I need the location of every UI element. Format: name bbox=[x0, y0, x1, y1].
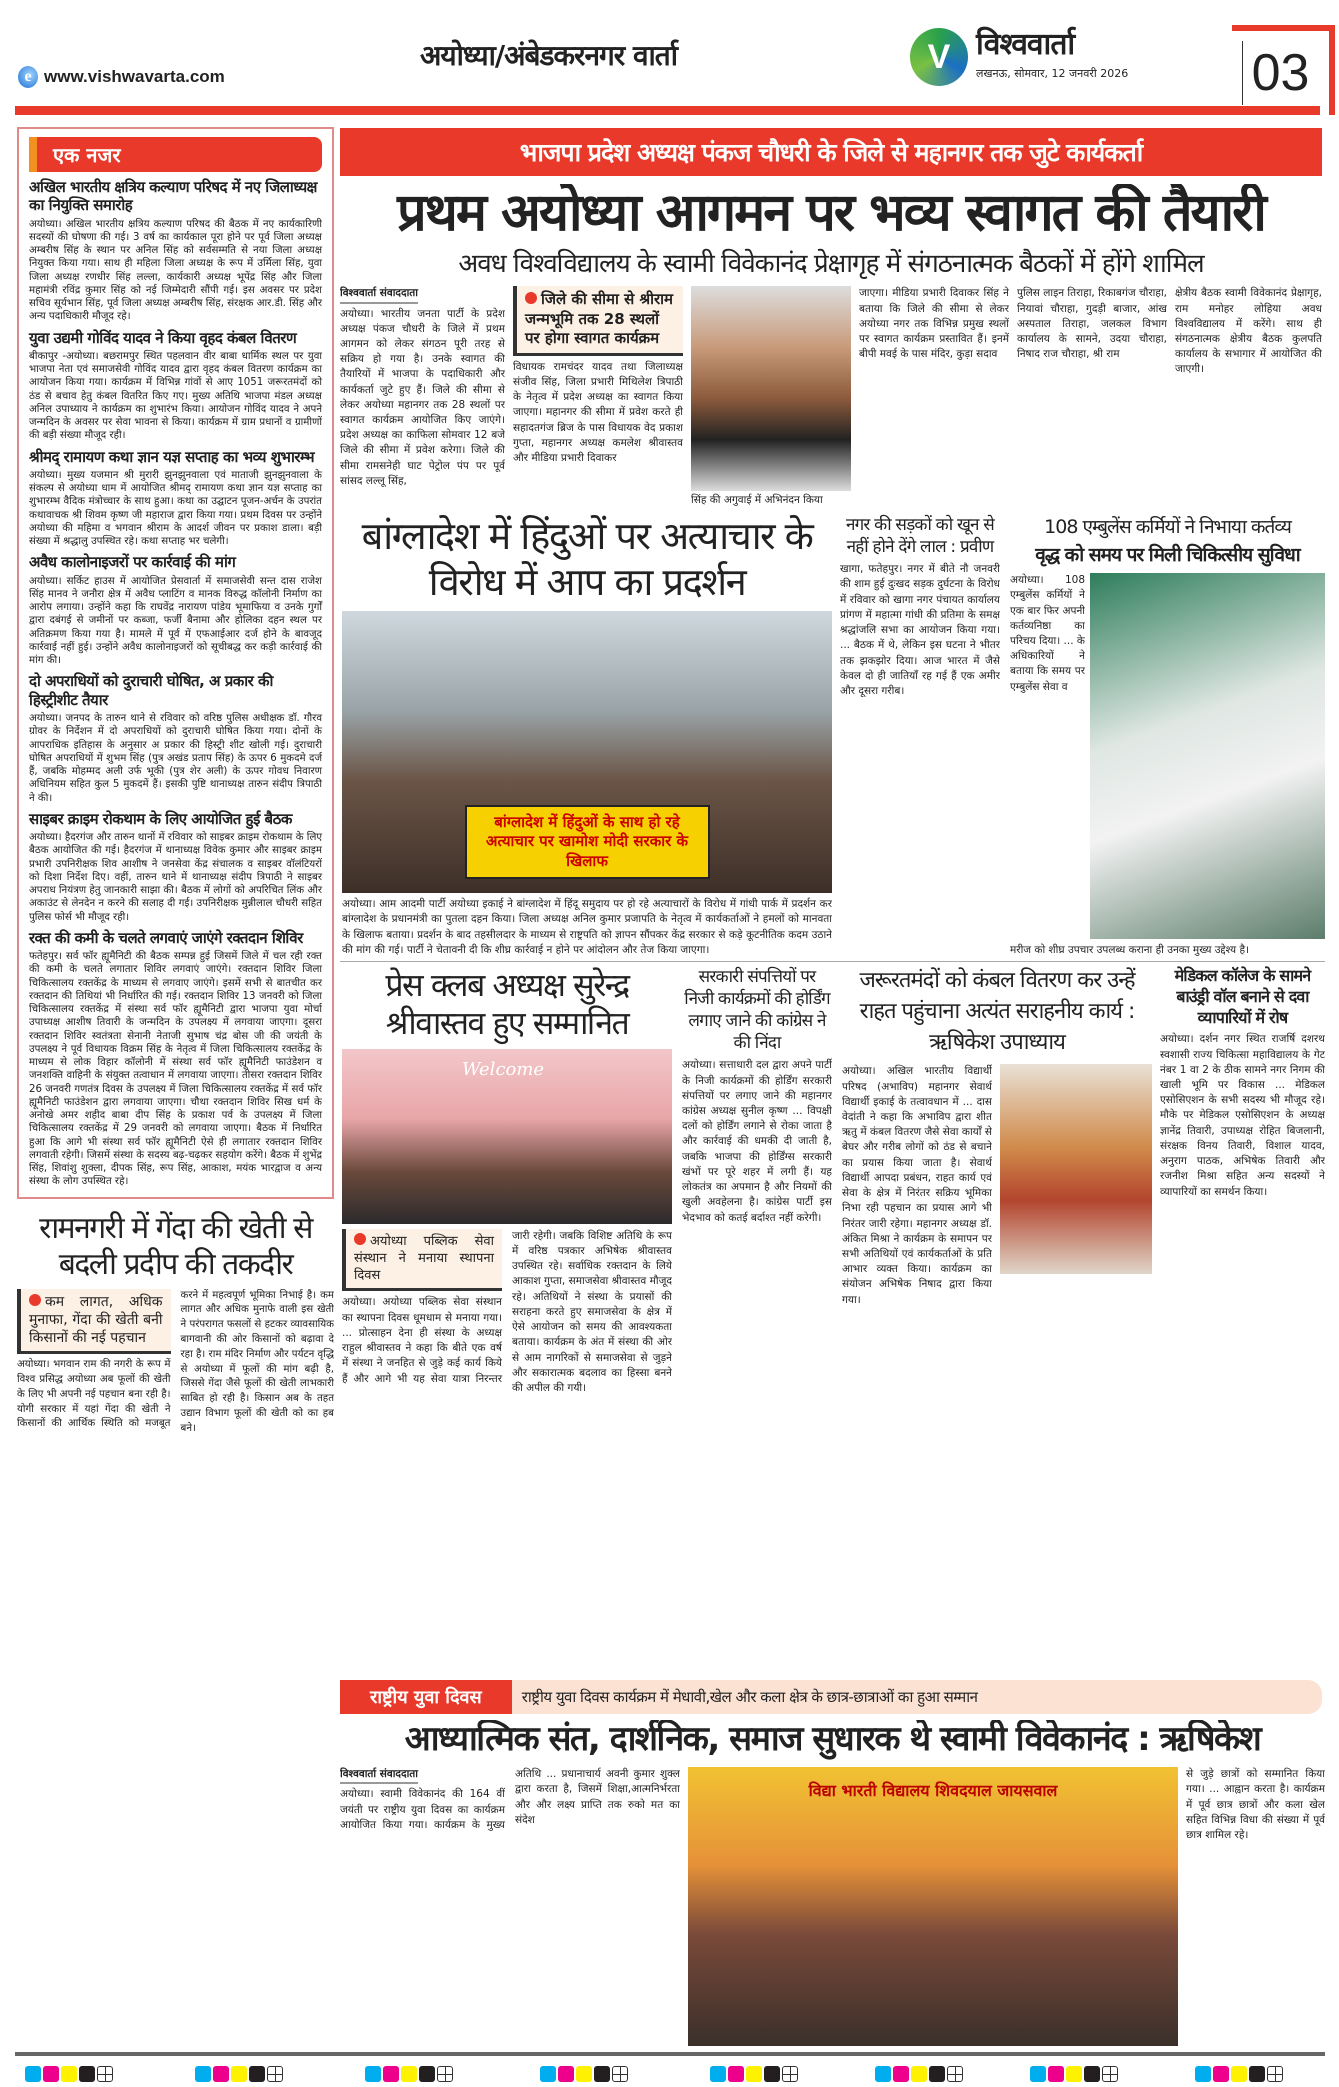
brief-item bbox=[29, 810, 322, 924]
brief-title: दो अपराधियों को दुराचारी घोषित, अ प्रकार की हिस्ट्रीशीट तैयार bbox=[29, 672, 273, 709]
website-url[interactable]: e www.vishwavarta.com bbox=[18, 66, 225, 88]
brief-item bbox=[29, 448, 322, 549]
brief-body: फतेहपुर। सर्व फॉर ह्यूमैनिटी की बैठक सम्पन्न हुई जिसमें जिले में चल रही रक्त की कमी के चलते लगातार शिविर लगवाएं जाएंगे। रक्तदान शिविर जिला चिकित्सालय रक्तकेंद्र के माध्यम से लगवाए जाएंगे। इसमें सभी से बातचीत कर रक्तदान की तिथियां भी निर्धारित की गई। रक्तदान शिविर 13 जनवरी को जिला चिकित्सालय रक्तकेंद्र में संस्था सर्व फॉर ह्यूमैनिटी द्वारा भाजपा युवा मोर्चा उपाध्यक्ष आशीष तिवारी के जन्मदिन के उपलक्ष्य में लगवाया जाएगा। दूसरा रक्तदान शिविर स्वतंत्रता सेनानी नेताजी सुभाष चंद्र बोस जी की जयंती के उपलक्ष्य ने पूर्व विधायक विक्रम सिंह के नेतृत्व में जिला चिकित्सालय रक्तकेंद्र के माध्यम से लोक विहार कॉलोनी में संस्था सर्व फॉर ह्यूमैनिटी फाउंडेशन व जनशक्ति वाहिनी के संयुक्त तत्वाधान में लगवाया जाएगा। तीसरा रक्तदान शिविर 26 जनवरी गणतंत्र दिवस के उपलक्ष्य में जिला चिकित्सालय रक्तकेंद्र में सर्व फॉर ह्यूमैनिटी फाउंडेशन द्वारा लगवाया जाएगा। चौथा रक्तदान शिविर सिख धर्म के अनोखे अमर शहीद बाबा दीप सिंह के प्रकाश पर्व के उपलक्ष्य में जिला चिकित्सालय रक्तकेंद्र में 29 जनवरी को लगवाया जाएगा। बैठक में निर्धारित हुआ कि आगे भी संस्था सर्व फॉर ह्यूमैनिटी ऐसे ही लगातार रक्तदान शिविर लगवाती रहेगी। जिसमें संस्था के सदस्य बढ़-चढ़कर सहयोग करेंगे। बैठक में शुभेंद्र सिंह, शिवांशु शुक्ला, दीपक सिंह, रूप सिंह, आकाश, मयंक भारद्वाज व अन्य संस्था के लोग उपस्थित रहे। bbox=[29, 951, 322, 1188]
lead-col-5: क्षेत्रीय बैठक स्वामी विवेकानंद प्रेक्षागृह, राम मनोहर लोहिया अवध विश्वविद्यालय में करेंगे। साथ ही संगठनात्मक क्षेत्रीय बैठक कुलपति कार्यालय के सभागार में आयोजित की जाएगी। bbox=[1175, 287, 1322, 376]
brief-title: युवा उद्यमी गोविंद यादव ने किया वृहद कंबल वितरण bbox=[29, 328, 297, 347]
section-title: अयोध्या/अंबेडकरनगर वार्ता bbox=[420, 39, 677, 72]
pull-quote: अयोध्या पब्लिक सेवा संस्थान ने मनाया स्थापना दिवस bbox=[354, 1233, 494, 1283]
ek-najar-box bbox=[17, 127, 334, 1199]
brief-body: अयोध्या। हैदरगंज और तारुन थानों में रविवार को साइबर क्राइम रोकथाम के लिए बैठक आयोजित की गई। हैदरगंज में थानाध्यक्ष विवेक कुमार और साइबर क्राइम प्रभारी उपनिरीक्षक शिव आशीष ने जनसेवा केंद्र संचालक व साइबर वॉलंटियरों को दिशा निर्देश दिए। वहीं, तारुन थाने में थानाध्यक्ष संदीप त्रिपाठी ने साइबर अपराध नियंत्रण हेतु जानकारी साझा की। बैठक में लोगों को अपरिचित लिंक और अकाउंट से लेनदेन न करने की सलाह दी गई। उपनिरीक्षक मुन्नीलाल चौधरी सहित पुलिस फोर्स भी मौजूद रही। bbox=[29, 832, 322, 923]
pull-quote: कम लागत, अधिक मुनाफा, गेंदा की खेती बनी किसानों की नई पहचान bbox=[29, 1293, 163, 1347]
byline: विश्ववार्ता संवाददाता bbox=[340, 286, 418, 303]
medical-story bbox=[1160, 966, 1325, 1668]
registration-mark bbox=[710, 2066, 798, 2082]
youth-headline: आध्यात्मिक संत, दार्शनिक, समाज सुधारक थे स्वामी विवेकानंद : ऋषिकेश bbox=[404, 1720, 1261, 1759]
roads-body: खागा, फतेहपुर। नगर में बीते नौ जनवरी की शाम हुई दुःखद सड़क दुर्घटना के विरोध में रविवार को खागा नगर पंचायत कार्यालय प्रांगण में महात्मा गांधी की प्रतिमा के समक्ष श्रद्धांजलि सभा का आयोजन किया गया। ... बैठक में थे, लेकिन इस घटना ने भीतर तक झकझोर दिया। आज भारत में जैसे केवल दो ही जातियाँ रह गई हैं एक अमीर और दूसरा गरीब। bbox=[840, 563, 1000, 697]
browser-icon: e bbox=[18, 66, 38, 88]
section-label: एक नजर bbox=[29, 137, 322, 172]
registration-mark bbox=[1195, 2066, 1283, 2082]
marigold-body: कम लागत, अधिक मुनाफा, गेंदा की खेती बनी किसानों की नई पहचान अयोध्या। भगवान राम की नगरी के रूप में विश्व प्रसिद्ध अयोध्या अब फूलों की खेती के लिए भी अपनी नई पहचान बना रही है। योगी सरकार में यहां गेंदा की खेती ने किसानों की आर्थिक स्थिति को मजबूत करने में महत्वपूर्ण भूमिका निभाई है। कम लागत और अधिक मुनाफे वाली इस खेती ने परंपरागत फसलों से हटकर व्यावसायिक बागवानी की ओर किसानों को बढ़ावा दे रहा है। राम मंदिर निर्माण और पर्यटन वृद्धि से अयोध्या में फूलों की मांग बढ़ी है, जिससे गेंदा जैसे फूलों की खेती लाभकारी साबित हो रही है। किसान अब के तहत उद्यान विभाग फूलों की खेती को का हब बने। bbox=[17, 1289, 334, 1434]
protest-banner-text: बांग्लादेश में हिंदुओं के साथ हो रहे अत्याचार पर खामोश मोदी सरकार के खिलाफ bbox=[465, 805, 710, 880]
lead-col-4: पुलिस लाइन तिराहा, रिकाबगंज चौराहा, नियावां चौराहा, गुदड़ी बाजार, आंख अस्पताल तिराहा, जलकल विभाग कार्यालय के सामने, उदया चौराहा, निषाद राज चौराहा, श्री राम bbox=[1017, 287, 1167, 361]
left-column bbox=[17, 127, 334, 2042]
youth-body-left: विश्ववार्ता संवाददाता अयोध्या। स्वामी विवेकानंद की 164 वीं जयंती पर राष्ट्रीय युवा दिवस का कार्यक्रम आयोजित किया गया। कार्यक्रम के मुख्य अतिथि ... प्रधानाचार्य अवनी कुमार शुक्ल द्वारा करता है, जिसमें शिक्षा,आत्मनिर्भरता और और लक्ष्य प्राप्ति तक रुको मत का संदेश bbox=[340, 1768, 680, 1831]
ambulance-tail: मरीज को शीघ्र उपचार उपलब्ध कराना ही उनका मुख्य उद्देश्य है। bbox=[1010, 943, 1250, 956]
brief-title: साइबर क्राइम रोकथाम के लिए आयोजित हुई बैठक bbox=[29, 809, 292, 828]
speaker-photo bbox=[1000, 1064, 1152, 1274]
lead-columns bbox=[340, 286, 1322, 508]
brief-title: अवैध कालोनाइजरों पर कार्रवाई की मांग bbox=[29, 553, 236, 572]
hoarding-body: अयोध्या। सत्ताधारी दल द्वारा अपने पार्टी के निजी कार्यक्रमों की होर्डिंग सरकारी संपत्तियों पर लगाए जाने की महानगर कांग्रेस अध्यक्ष सुनील कृष्ण ... विपक्षी दलों को होर्डिंग लगाने से रोका जाता है और कार्रवाई की धमकी दी जाती है, जबकि भाजपा की होर्डिंग्स सरकारी खंभों पर पूरे शहर में लगी हैं। यह लोकतंत्र का अपमान है और नियमों की खुली अवहेलना है। कांग्रेस पार्टी इस भेदभाव को कतई बर्दाश्त नहीं करेगी। bbox=[682, 1059, 832, 1224]
footer-rule bbox=[15, 2052, 1325, 2056]
hoarding-story bbox=[682, 966, 832, 1668]
lead-pull-quote: जिले की सीमा से श्रीराम जन्मभूमि तक 28 स्थलों पर होगा स्वागत कार्यक्रम bbox=[513, 286, 683, 356]
brief-title: श्रीमद् रामायण कथा ज्ञान यज्ञ सप्ताह का भव्य शुभारम्भ bbox=[29, 447, 315, 466]
pressclub-body: अयोध्या पब्लिक सेवा संस्थान ने मनाया स्थापना दिवस अयोध्या। अयोध्या पब्लिक सेवा संस्थान का स्थापना दिवस धूमधाम से मनाया गया। ... प्रोत्साहन देना ही संस्था के अध्यक्ष राहुल श्रीवास्तव ने कहा कि बीते एक वर्ष में संस्था ने जनहित से जुड़े कई कार्य किये हैं और आगे भी यह सेवा यात्रा निरन्तर जारी रहेगी। जबकि विशिष्ट अतिथि के रूप में वरिष्ठ पत्रकार अभिषेक श्रीवास्तव उपस्थित रहे। सर्वाधिक रक्तदान के लिये आकाश गुप्ता, समाजसेवा श्रीवास्तव मौजूद रहे। अतिथियों ने संस्था के प्रयासों की सराहना करते हुए समाजसेवा के क्षेत्र में ऐसे आयोजन को समय की आवश्यकता बताया। कार्यक्रम के अंत में संस्था की ओर से आम नागरिकों से समाजसेवा से जुड़ने और सकारात्मक बदलाव का हिस्सा बनने की अपील की गयी। bbox=[342, 1229, 672, 1394]
photo-banner-text: विद्या भारती विद्यालय शिवदयाल जायसवाल bbox=[808, 1781, 1058, 1801]
brief-title: अखिल भारतीय क्षत्रिय कल्याण परिषद में नए जिलाध्यक्ष का नियुक्ति समारोह bbox=[29, 178, 317, 215]
youth-day-strap bbox=[340, 1680, 1322, 1714]
felicitation-photo bbox=[342, 1049, 672, 1224]
divider bbox=[340, 961, 1325, 962]
ambulance-story bbox=[1010, 514, 1325, 958]
brief-item bbox=[29, 553, 322, 667]
lead-subhead: अवध विश्वविद्यालय के स्वामी विवेकानंद प्रेक्षागृह में संगठनात्मक बैठकों में होंगे शामिल bbox=[458, 248, 1204, 279]
registration-mark bbox=[875, 2066, 963, 2082]
protest-photo bbox=[342, 611, 832, 893]
photo-caption: सिंह की अगुवाई में अभिनंदन किया bbox=[691, 493, 823, 506]
brief-body: अयोध्या। जनपद के तारुन थाने से रविवार को वरिष्ठ पुलिस अधीक्षक डॉ. गौरव ग्रोवर के निर्देशन में दो अपराधियों को दुराचारी घोषित किया गया। दोनों के आपराधिक इतिहास के अनुसार अ प्रकार की हिस्ट्री शीट खोली गई। दुराचारी घोषित अपराधियों में शुभम सिंह (पुत्र अखंड प्रताप सिंह) के ऊपर 6 मुकदमे दर्ज हैं, जबकि मोहम्मद अली उर्फ भूकी (पुत्र शेर अली) के ऊपर गोवध निवारण अधिनियम सहित कुल 5 मुकदमें हैं। इसकी पुष्टि थानाध्यक्ष तारुन संदीप त्रिपाठी ने की। bbox=[29, 713, 322, 804]
youth-body-right: से जुड़े छात्रों को सम्मानित किया गया। ... आह्वान करता है। कार्यक्रम में पूर्व छात्र छात्रों और कला खेल सहित विभिन्न विधा की संख्या में पूर्व छात्र शामिल रहे। bbox=[1186, 1768, 1325, 1841]
page-number: 03 bbox=[1232, 25, 1335, 115]
hoarding-headline: सरकारी संपत्तियों पर निजी कार्यक्रमों की होर्डिंग लगाए जाने की कांग्रेस ने की निंदा bbox=[684, 967, 830, 1054]
blanket-body: अयोध्या। अखिल भारतीय विद्यार्थी परिषद (अभाविप) महानगर सेवार्थ विद्यार्थी इकाई के तत्वावधान में ... दास वेदांती ने कहा कि अभाविप द्वारा शीत ऋतु में कंबल वितरण जैसे सेवा कार्यों से बेघर और गरीब लोगों को ठंड से बचाने का प्रयास किया जाता है। सेवार्थ विद्यार्थी आपदा प्रबंधन, राहत कार्य एवं सेवा के क्षेत्र में निरंतर सक्रिय भूमिका निभा रही पहचान का प्रयास आगे भी निरंतर जारी रहेगा। महानगर अध्यक्ष डॉ. अंकित मिश्रा ने कार्यक्रम के समापन पर सभी अतिथियों एवं कार्यकर्ताओं के प्रति आभार व्यक्त किया। कार्यक्रम का संयोजन अभिषेक निषाद द्वारा किया गया। bbox=[842, 1065, 992, 1306]
youth-story bbox=[340, 1720, 1325, 2046]
registration-mark bbox=[195, 2066, 283, 2082]
pressclub-headline: प्रेस क्लब अध्यक्ष सुरेन्द्र श्रीवास्तव हुए सम्मानित bbox=[385, 966, 629, 1043]
brief-body: बीकापुर -अयोध्या। बछरामपुर स्थित पहलवान वीर बाबा धार्मिक स्थल पर युवा भाजपा नेता एवं समाजसेवी गोविंद यादव द्वारा वृहद कंबल वितरण कार्यक्रम का आयोजन किया गया। कार्यक्रम में विभिन्न गांवों से आए 1051 जरूरतमंदों को ठंड से बचाव हेतु कंबल वितरित किए गए। मुख्य अतिथि भाजपा मंडल अध्यक्ष अनिल उपाध्याय ने कार्यक्रम का शुभारंभ किया। आयोजन गोविंद यादव ने अपने जन्मदिन के अवसर पर सेवा भावना से किया। कार्यक्रम में ग्राम प्रधानों व ग्रामीणों की बड़ी संख्या मौजूद रही। bbox=[29, 350, 322, 442]
registration-mark bbox=[365, 2066, 453, 2082]
dateline: लखनऊ, सोमवार, 12 जनवरी 2026 bbox=[976, 67, 1129, 80]
ambulance-headline: 108 एम्बुलेंस कर्मियों ने निभाया कर्तव्य वृद्ध को समय पर मिली चिकित्सीय सुविधा bbox=[1035, 516, 1300, 566]
bullet-icon bbox=[29, 1294, 41, 1306]
youth-day-photo bbox=[688, 1767, 1178, 2046]
marigold-headline: रामनगरी में गेंदा की खेती से बदली प्रदीप की तकदीर bbox=[39, 1210, 312, 1282]
brief-item bbox=[29, 329, 322, 443]
welcome-banner-text: Welcome bbox=[462, 1058, 545, 1080]
brief-body: अयोध्या। सर्किट हाउस में आयोजित प्रेसवार्ता में समाजसेवी सन्त दास राजेश सिंह मानव ने जनौरा क्षेत्र में अवैध प्लाटिंग व मानक विरुद्ध कॉलोनी निर्माण का आरोप लगाया। उन्होंने कहा कि राघवेंद्र नारायण पांडेय भूमाफिया व उनके गुर्गों द्वारा दबंगई से जमीनों पर कब्जा, फर्जी बैनामा और होलिका दहन स्थल पर अतिक्रमण किया गया है। मामले में पूर्व में एफआईआर दर्ज होने के बावजूद कार्रवाई नहीं हुई। उन्होंने अवैध कालोनाइजरों को सूचीबद्ध कर कड़ी कार्रवाई की मांग की। bbox=[29, 575, 322, 667]
roads-story bbox=[840, 514, 1000, 958]
lead-banner: भाजपा प्रदेश अध्यक्ष पंकज चौधरी के जिले से महानगर तक जुटे कार्यकर्ता bbox=[340, 128, 1322, 176]
brief-item bbox=[29, 672, 322, 804]
bangladesh-story bbox=[342, 514, 832, 958]
lead-col-3: जाएगा। मीडिया प्रभारी दिवाकर सिंह ने बताया कि जिले की सीमा से लेकर अयोध्या नगर तक विभिन्न प्रमुख स्थलों पर स्वागत कार्यक्रम प्रस्तावित हैं। इनमें बीपी मवई के पास मंदिर, कुड़ा सदाव bbox=[859, 287, 1009, 361]
paper-name: विश्ववार्ता bbox=[976, 27, 1075, 62]
ambulance-body: अयोध्या। 108 एम्बुलेंस कर्मियों ने एक बार फिर अपनी कर्तव्यनिष्ठा का परिचय दिया। ... के अधिकारियों ने बताया कि समय पर एम्बुलेंस सेवा व bbox=[1010, 574, 1085, 693]
lead-headline: प्रथम अयोध्या आगमन पर भव्य स्वागत की तैयारी bbox=[397, 184, 1265, 243]
globe-logo-icon: V bbox=[910, 28, 968, 86]
medical-headline: मेडिकल कॉलेज के सामने बाउंड्री वॉल बनाने से दवा व्यापारियों में रोष bbox=[1174, 966, 1311, 1027]
section-tag: राष्ट्रीय युवा दिवस bbox=[340, 1680, 512, 1714]
blanket-headline: जरूरतमंदों को कंबल वितरण कर उन्हें राहत पहुंचाना अत्यंत सराहनीय कार्य : ऋषिकेश उपाध्याय bbox=[859, 968, 1135, 1055]
brief-body: अयोध्या। अखिल भारतीय क्षत्रिय कल्याण परिषद की बैठक में नए कार्यकारिणी सदस्यों की घोषणा की गई। 3 वर्ष का कार्यकाल पूरा होने पर पूर्व जिला अध्यक्ष अम्बरीष सिंह के स्थान पर अनिल सिंह को सर्वसम्मति से नया जिला अध्यक्ष नियुक्त किया गया। साथ ही महिला जिला अध्यक्ष के रूप में उर्मिला सिंह, युवा जिला अध्यक्ष रणधीर सिंह लल्ला, कार्यकारी अध्यक्ष भूपेंद्र सिंह और जिला महामंत्री रविंद्र कुमार सिंह को नई जिम्मेदारी सौंपी गई। इस अवसर पर प्रदेश सचिव सूर्यभान सिंह, पूर्व जिला अध्यक्ष अम्बरीष सिंह, संरक्षक आर.डी. सिंह और अन्य पदाधिकारी मौजूद रहे। bbox=[29, 218, 322, 323]
lead-story bbox=[340, 184, 1322, 508]
registration-mark bbox=[540, 2066, 628, 2082]
brief-title: रक्त की कमी के चलते लगवाएं जाएंगे रक्तदान शिविर bbox=[29, 928, 303, 947]
bangladesh-headline: बांग्लादेश में हिंदुओं पर अत्याचार के विरोध में आप का प्रदर्शन bbox=[361, 514, 813, 604]
masthead-logo bbox=[910, 28, 1128, 86]
brief-item bbox=[29, 929, 322, 1189]
pressclub-story bbox=[342, 966, 672, 1668]
brief-item bbox=[29, 178, 322, 324]
lead-col-2: विधायक रामचंदर यादव तथा जिलाध्यक्ष संजीव सिंह, जिला प्रभारी मिथिलेश त्रिपाठी के नेतृत्व में प्रदेश अध्यक्ष का स्वागत किया जाएगा। महानगर की सीमा में प्रवेश करते ही सहादतगंज ब्रिज के पास विधायक वेद प्रकाश गुप्ता, महानगर अध्यक्ष कमलेश श्रीवास्तव और मीडिया प्रभारी दिवाकर bbox=[513, 360, 683, 465]
medical-body: अयोध्या। दर्शन नगर स्थित राजर्षि दशरथ स्वशासी राज्य चिकित्सा महाविद्यालय के गेट नंबर 1 वा 2 के ठीक सामने नगर निगम की खाली भूमि पर विकास ... मेडिकल एसोसिएशन के सभी सदस्य भी मौजूद रहे। मौके पर मेडिकल एसोसिएशन के अध्यक्ष ज्ञानेंद्र तिवारी, उपाध्यक्ष रोहित बिजलानी, संरक्षक विनय तिवारी, विशाल यादव, अनुराग पाठक, अभिषेक तिवारी और रजनीश मिश्रा सहित अन्य सदस्यों ने व्यापारियों का समर्थन किया। bbox=[1160, 1033, 1325, 1198]
lead-col-1: विश्ववार्ता संवाददाता अयोध्या। भारतीय जनता पार्टी के प्रदेश अध्यक्ष पंकज चौधरी के जिले में प्रथम आगमन को लेकर संगठन पूरी तरह से सक्रिय हो गया है। उनके स्वागत की तैयारियों में भाजपा के पदाधिकारी और कार्यकर्ता जुटे हुए हैं। जिले की सीमा से लेकर अयोध्या महानगर तक 28 स्थलों पर स्वागत कार्यक्रम आयोजित किए जाएंगे। प्रदेश अध्यक्ष का काफिला सोमवार 12 बजे जिले की सीमा में प्रवेश करेगा। जिले की सीमा रामसनेही घाट पेट्रोल पंप पर पूर्व सांसद लल्लू सिंह, bbox=[340, 287, 505, 487]
registration-mark bbox=[1030, 2066, 1118, 2082]
header-divider bbox=[15, 106, 1320, 115]
bangladesh-caption: अयोध्या। आम आदमी पार्टी अयोध्या इकाई ने बांग्लादेश में हिंदू समुदाय पर हो रहे अत्याचारों के विरोध में गांधी पार्क में प्रदर्शन कर बांग्लादेश के प्रधानमंत्री का पुतला दहन किया। जिला अध्यक्ष अनिल कुमार प्रजापति के नेतृत्व में कार्यकर्ताओं ने हमलों को मानवता के खिलाफ बताया। प्रदर्शन के बाद तहसीलदार के माध्यम से राष्ट्रपति को ज्ञापन सौंपकर केंद्र सरकार से कड़े कूटनीतिक कदम उठाने की मांग की गई। पार्टी ने चेतावनी दी कि शीघ्र कार्रवाई न होने पर आंदोलन और तेज किया जाएगा। bbox=[342, 898, 832, 956]
registration-mark bbox=[25, 2066, 113, 2082]
bullet-icon bbox=[525, 292, 537, 304]
byline: विश्ववार्ता संवाददाता bbox=[340, 1767, 418, 1784]
bullet-icon bbox=[354, 1233, 366, 1245]
roads-headline: नगर की सड़कों को खून से नहीं होने देंगे लाल : प्रवीण bbox=[846, 515, 994, 558]
brief-body: अयोध्या। मुख्य यजमान श्री मुरारी झुनझुनवाला एवं माताजी झुनझुनवाला के संकल्प से अयोध्या धाम में आयोजित श्रीमद् रामायण कथा ज्ञान यज्ञ सप्ताह का शुभारम्भ वैदिक मंत्रोच्चार के साथ हुआ। कथा का उद्घाटन पूजन-अर्चन के उपरांत कथावाचक श्री शिवम कृष्ण जी महाराज द्वारा किया गया। प्रथम दिवस पर उन्होंने अयोध्या की महिमा व भगवान श्रीराम के आदर्श जीवन पर प्रकाश डाला। बड़ी संख्या में श्रद्धालु उपस्थित रहे। कथा सप्ताह भर चलेगी। bbox=[29, 469, 322, 548]
strap-text: राष्ट्रीय युवा दिवस कार्यक्रम में मेधावी,खेल और कला क्षेत्र के छात्र-छात्राओं का हुआ सम्मान bbox=[521, 1688, 978, 1706]
blanket-story bbox=[842, 966, 1152, 1668]
leader-portrait-photo bbox=[691, 286, 851, 490]
ambulance-photo bbox=[1090, 573, 1325, 939]
